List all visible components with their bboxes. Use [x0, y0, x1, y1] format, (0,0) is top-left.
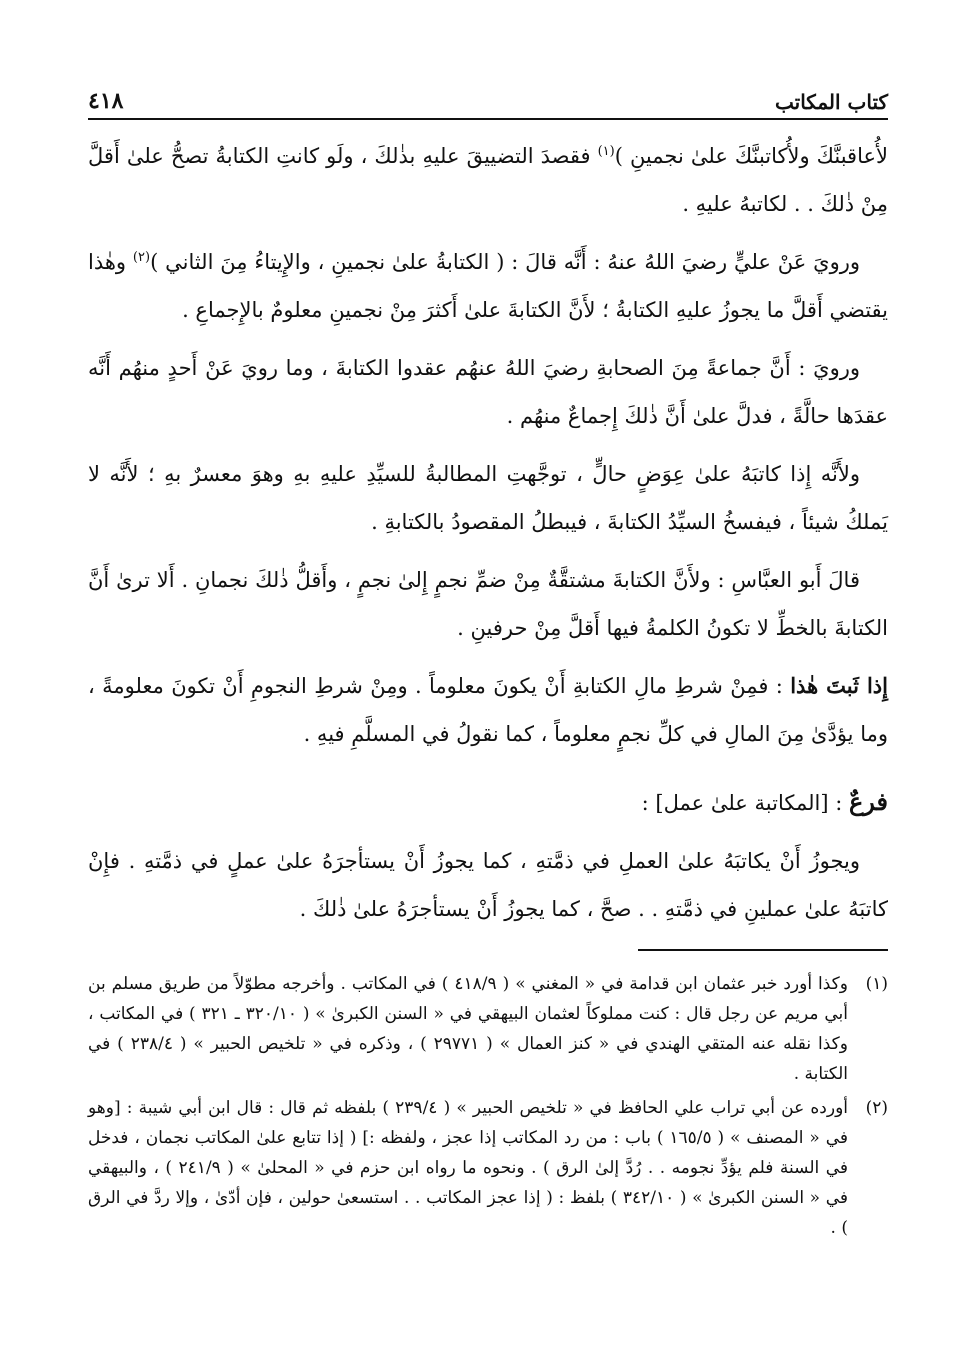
footnote-ref-1: (١) [597, 144, 615, 159]
branch-title: : [المكاتبة علىٰ عمل] : [641, 791, 849, 815]
paragraph-2 [88, 238, 888, 334]
page-number: ٤١٨ [88, 88, 124, 114]
paragraph-1 [88, 132, 888, 228]
paragraph-4 [88, 450, 888, 546]
branch-label: فرعٌ [848, 787, 888, 816]
paragraph-3-text: ورويَ : أَنَّ جماعةً مِنَ الصحابةِ رضيَ اللهُ عنهُم عقدوا الكتابةَ ، وما رويَ عَنْ أَحدٍ منهُم أَنَّه عقدَها حالَّةً ، فدلَّ علىٰ أَنَّ ذٰلكَ إِجماعٌ منهُم . [88, 356, 888, 428]
paragraph-2-text-a: ورويَ عَنْ عليٍّ رضيَ اللهُ عنهُ : أَنَّه قالَ : ( الكتابةُ علىٰ نجمينِ ، والإِيتاءُ مِنَ الثاني ) [150, 250, 860, 274]
branch-text: ويجوزُ أَنْ يكاتبَهُ علىٰ العملِ في ذمَّتهِ ، كما يجوزُ أَنْ يستأجرَهُ علىٰ عملٍ في ذمَّتهِ . فإِنْ كاتبَهُ علىٰ عملينِ في ذمَّتهِ . . صحَّ ، كما يجوزُ أَنْ يستأجرَهُ علىٰ ذٰلكَ . [88, 849, 888, 921]
book-page [88, 78, 888, 1328]
running-title: كتاب المكاتب [775, 90, 888, 114]
paragraph-1-text-b: فقصدَ التضييقَ عليهِ بذٰلكَ ، ولَو كانتِ الكتابةُ تصحُّ علىٰ أَقلَّ مِنْ ذٰلكَ . . لكاتبهُ عليهِ . [88, 144, 888, 216]
footnote-ref-2: (٢) [132, 250, 151, 265]
paragraph-3 [88, 344, 888, 440]
footnote-2 [88, 1093, 888, 1243]
page-header [88, 78, 888, 120]
footnote-2-number: (٢) [865, 1098, 888, 1118]
footnote-2-text: أورده عن أبي تراب علي الحافظ في « تلخيص الحبير » ( ٢٣٩/٤ ) بلفظه ثم قال : قال ابن أبي شيبة : [وهو في « المصنف » ( ١٦٥/٥ ) باب : من رد المكاتب إذا عجز ، ولفظه :] ( إذا تتابع علىٰ المكاتب نجمان ، فدخل في السنة فلم يؤدِّ نجومه . . رُدَّ إلىٰ الرق ) . ونحوه ما رواه ابن حزم في « المحلىٰ » ( ٢٤١/٩ ) ، والبيهقي في « السنن الكبرىٰ » ( ٣٤٢/١٠ ) بلفظ : ( إذا عجز المكاتب . . استسعىٰ حولين ، فإن أدّىٰ ، وإلا ردَّ في الرق ) . [88, 1098, 849, 1238]
footnote-1-number: (١) [865, 974, 888, 994]
footnote-divider [638, 949, 888, 951]
main-text [88, 132, 888, 1243]
branch-paragraph [88, 837, 888, 933]
paragraph-6 [88, 662, 888, 758]
branch-heading [88, 778, 888, 827]
footnote-1 [88, 969, 888, 1089]
paragraph-5 [88, 556, 888, 652]
paragraph-4-text: ولأَنَّه إِذا كاتبَهُ علىٰ عِوَضٍ حالٍّ ، توجَّهتِ المطالبةُ للسيِّدِ عليهِ بهِ وهوَ معسرٌ بهِ ؛ لأَنَّه لا يَملكُ شيئاً ، فيفسخُ السيِّدُ الكتابةَ ، فيبطلُ المقصودُ بالكتابةِ . [88, 462, 888, 534]
paragraph-5-text: قالَ أَبو العبَّاسِ : ولأَنَّ الكتابةَ مشتقَّةٌ مِنْ ضمِّ نجمٍ إِلىٰ نجمٍ ، وأَقلُّ ذٰلكَ نجمانِ . أَلا ترىٰ أَنَّ الكتابةَ بالخطِّ لا تكونُ الكلمةُ فيها أَقلَّ مِنْ حرفينِ . [88, 568, 888, 640]
paragraph-6-lead: إِذا ثَبتَ هٰذا [790, 673, 888, 698]
paragraph-6-text: : فمِنْ شرطِ مالِ الكتابةِ أَنْ يكونَ معلوماً . ومِنْ شرطِ النجومِ أَنْ تكونَ معلومةً ، وما يؤدَّىٰ مِنَ المالِ في كلِّ نجمٍ معلوماً ، كما نقولُ في المسلَّمِ فيهِ . [88, 674, 888, 746]
paragraph-2-text-b: وهٰذا يقتضي أَقلَّ ما يجوزُ عليهِ الكتابةُ ؛ لأَنَّ الكتابةَ علىٰ أَكثرَ مِنْ نجمينِ معلومٌ بالإِجماعِ . [88, 250, 888, 322]
footnote-1-text: وكذا أورد خبر عثمان ابن قدامة في « المغني » ( ٤١٨/٩ ) في المكاتب . وأخرجه مطوّلاً من طريق مسلم بن أبي مريم عن رجل قال : كنت مملوكاً لعثمان البيهقي في « السنن الكبرىٰ » ( ٣٢٠/١٠ ـ ٣٢١ ) في المكاتب ، وكذا نقله عنه المتقي الهندي في « كنز العمال » ( ٢٩٧٧١ ) ، وذكره في « تلخيص الحبير » ( ٢٣٨/٤ ) في الكتابة . [88, 974, 848, 1084]
paragraph-1-text-a: لأُعاقبنَّكَ ولأُكاتبنَّكَ علىٰ نجمينِ ) [614, 144, 889, 168]
